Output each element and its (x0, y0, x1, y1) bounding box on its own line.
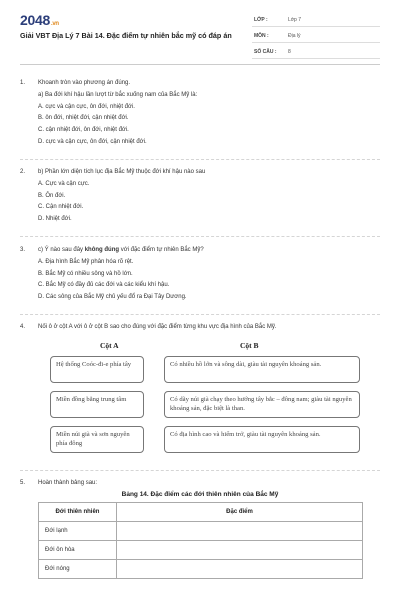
answer-option-a[interactable]: A. Cực và cận cực. (38, 180, 90, 187)
answer-table (38, 502, 363, 579)
meta-subject-value: Địa lý (288, 33, 301, 39)
question-prompt: Nối ô ở cột A với ô ở cột B sao cho đúng với đặc điểm từng khu vực địa hình của Bắc Mỹ. (38, 324, 277, 330)
document-title: Giải VBT Địa Lý 7 Bài 14. Đặc điểm tự nhiên bắc mỹ có đáp án (20, 31, 232, 40)
answer-option-a[interactable]: A. Địa hình Bắc Mỹ phân hóa rõ rệt. (38, 258, 134, 265)
meta-class (252, 13, 380, 27)
column-a-item[interactable]: Hệ thống Coóc-đi-e phía tây (50, 356, 144, 383)
meta-count (252, 45, 380, 59)
table-row (39, 560, 363, 579)
answer-option-b[interactable]: B. ôn đới, nhiệt đới, cận nhiệt đới. (38, 115, 129, 122)
answer-option-b[interactable]: B. Bắc Mỹ có nhiều sông và hồ lớn. (38, 270, 133, 277)
answer-option-c[interactable]: C. Bắc Mỹ có đầy đủ các đới và các kiểu khí hậu. (38, 282, 170, 289)
question-prompt: b) Phần lớn diện tích lục địa Bắc Mỹ thuộc đới khí hậu nào sau (38, 169, 206, 175)
column-b-title: Cột B (240, 341, 259, 350)
prompt-text: với đặc điểm tự nhiên Bắc Mỹ? (119, 247, 204, 253)
answer-option-d[interactable]: D. Các sông của Bắc Mỹ chủ yếu đổ ra Đại Tây Dương. (38, 294, 187, 301)
question-divider (20, 470, 380, 471)
answer-option-c[interactable]: C. Cận nhiệt đới. (38, 204, 84, 211)
question-divider (20, 159, 380, 160)
answer-option-c[interactable]: C. cận nhiệt đới, ôn đới, nhiệt đới. (38, 127, 129, 134)
table-row (39, 541, 363, 560)
column-b-item[interactable]: Có nhiều hồ lớn và sông dài, giàu tài nguyên khoáng sản. (164, 356, 360, 383)
feature-cell[interactable] (117, 541, 363, 560)
question-number: 2. (20, 169, 26, 175)
zone-cell: Đới ôn hòa (39, 541, 117, 560)
table-row (39, 522, 363, 541)
question-prompt (38, 245, 378, 257)
zone-cell: Đới lạnh (39, 522, 117, 541)
question-number: 1. (20, 80, 26, 86)
answer-option-a[interactable]: A. cực và cận cực, ôn đới, nhiệt đới. (38, 103, 135, 110)
meta-count-label: SỐ CÂU : (254, 49, 277, 55)
column-b-item[interactable]: Có địa hình cao và hiểm trở, giàu tài nguyên khoáng sản. (164, 426, 360, 453)
answer-option-d[interactable]: D. Nhiệt đới. (38, 216, 72, 223)
question-divider (20, 314, 380, 315)
column-a-item[interactable]: Miền núi già và sơn nguyên phía đông (50, 426, 144, 453)
feature-cell[interactable] (117, 560, 363, 579)
column-a-title: Cột A (100, 341, 119, 350)
logo-suffix: .vn (50, 21, 59, 27)
table-caption: Bảng 14. Đặc điểm các đới thiên nhiên của Bắc Mỹ (121, 491, 279, 498)
answer-option-d[interactable]: D. cực và cận cực, ôn đới, cận nhiệt đới. (38, 138, 147, 145)
question-number: 3. (20, 247, 26, 253)
meta-subject (252, 29, 380, 43)
prompt-emphasis: không đúng (84, 247, 120, 253)
meta-count-value: 8 (288, 49, 291, 55)
question-prompt: a) Ba đới khí hậu lần lượt từ bắc xuống nam của Bắc Mỹ là: (38, 91, 198, 98)
site-logo[interactable] (20, 12, 59, 28)
answer-option-b[interactable]: B. Ôn đới. (38, 192, 66, 199)
table-header: Đặc điểm (117, 503, 363, 522)
column-b-item[interactable]: Có dãy núi già chạy theo hướng tây bắc – đông nam; giàu tài nguyên khoáng sản, đặc biệt là than. (164, 391, 360, 418)
question-intro: Khoanh tròn vào phương án đúng. (38, 80, 131, 86)
meta-class-label: LỚP : (254, 17, 268, 23)
question-prompt: Hoàn thành bảng sau: (38, 480, 98, 486)
feature-cell[interactable] (117, 522, 363, 541)
matching-exercise (50, 341, 360, 456)
prompt-text: c) Ý nào sau đây (38, 247, 85, 253)
table-header-row (39, 503, 363, 522)
logo-text: 2048 (20, 12, 50, 28)
header-divider (20, 64, 380, 65)
column-a-item[interactable]: Miền đồng bằng trung tâm (50, 391, 144, 418)
question-number: 4. (20, 324, 26, 330)
meta-class-value: Lớp 7 (288, 17, 302, 23)
question-divider (20, 236, 380, 237)
question-number: 5. (20, 480, 26, 486)
table-header: Đới thiên nhiên (39, 503, 117, 522)
zone-cell: Đới nóng (39, 560, 117, 579)
meta-subject-label: MÔN : (254, 33, 269, 39)
